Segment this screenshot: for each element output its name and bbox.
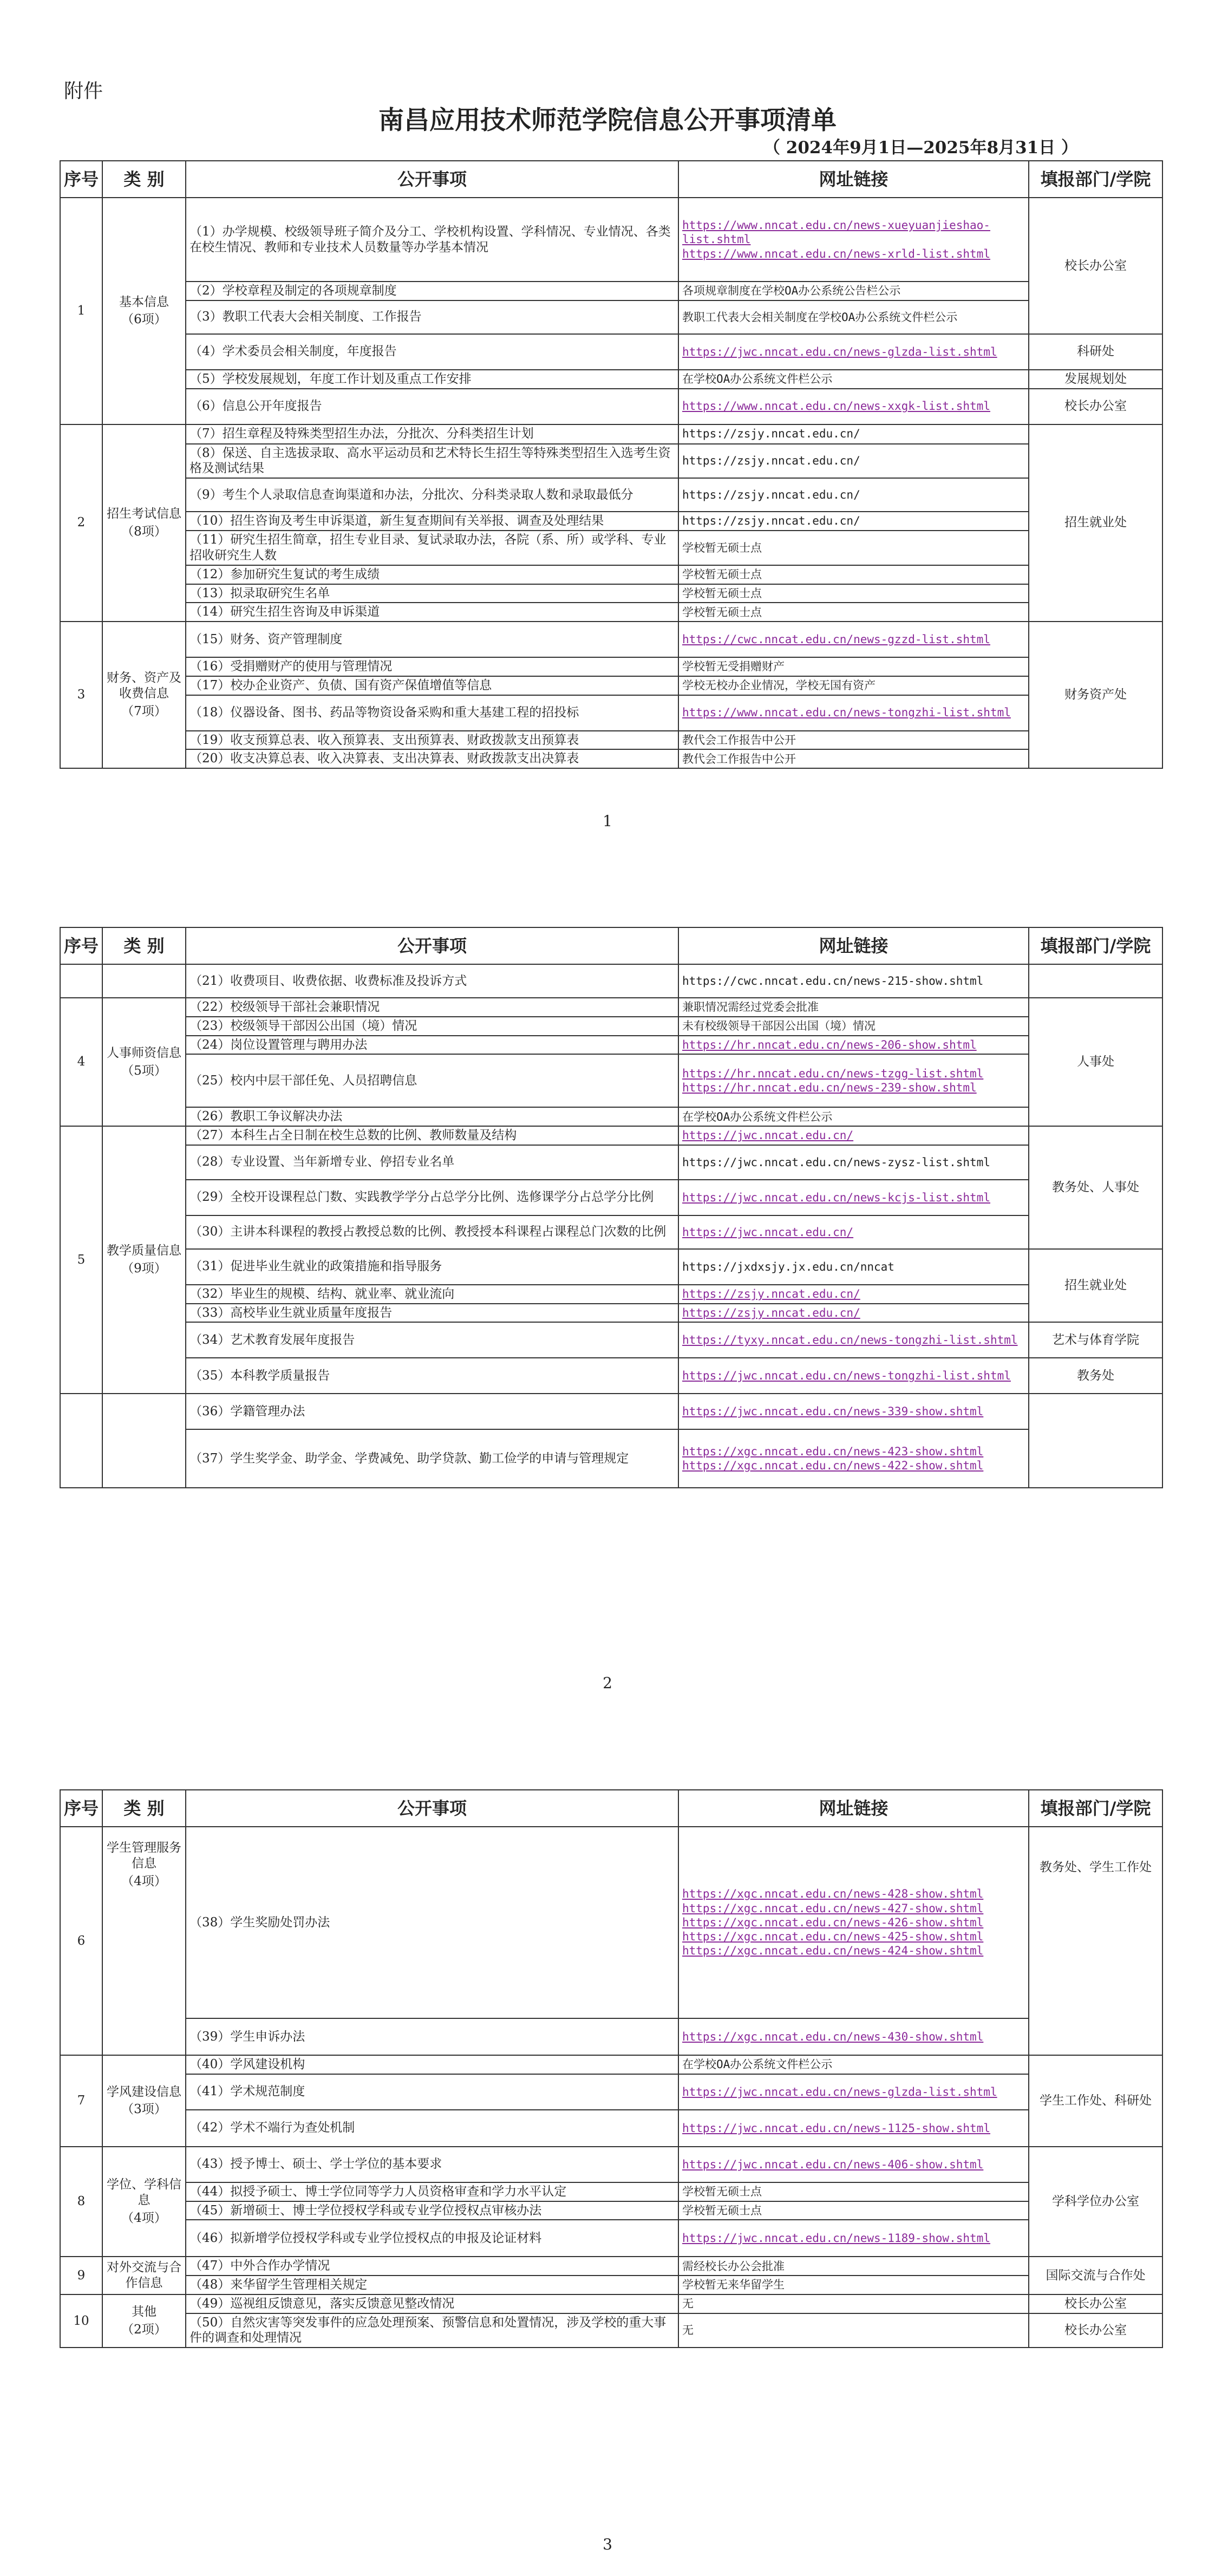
url-link[interactable]: https://jwc.nncat.edu.cn/ (682, 1225, 854, 1239)
header-item: 公开事项 (186, 1790, 678, 1827)
item-cell: （27）本科生占全日制在校生总数的比例、教师数量及结构 (186, 1126, 678, 1145)
item-cell: （2）学校章程及制定的各项规章制度 (186, 282, 678, 300)
item-cell: （16）受捐赠财产的使用与管理情况 (186, 657, 678, 676)
url-link[interactable]: https://hr.nncat.edu.cn/news-239-show.shtml (682, 1081, 977, 1095)
url-cell (678, 1054, 1029, 1107)
category-name: 学位、学科信息 (107, 2178, 181, 2208)
dept-cell: 校长办公室 (1029, 2294, 1162, 2313)
category-cell (102, 2147, 186, 2257)
item-cell: （32）毕业生的规模、结构、就业率、就业流向 (186, 1285, 678, 1304)
category-no: 2 (60, 424, 102, 622)
dept-cell: 招生就业处 (1029, 1249, 1162, 1323)
url-link[interactable]: https://xgc.nncat.edu.cn/news-430-show.shtml (682, 2030, 984, 2043)
url-cell (678, 695, 1029, 731)
url-text: https://zsjy.nncat.edu.cn/ (678, 478, 1029, 512)
category-count: （5项） (121, 1063, 167, 1078)
header-url: 网址链接 (678, 927, 1029, 964)
category-no: 3 (60, 622, 102, 768)
category-name: 招生考试信息 (107, 507, 181, 521)
category-count: （4项） (121, 1874, 167, 1888)
url-link[interactable]: https://jwc.nncat.edu.cn/news-glzda-list.shtml (682, 2085, 997, 2098)
item-cell: （7）招生章程及特殊类型招生办法，分批次、分科类招生计划 (186, 424, 678, 444)
category-name: 其他 (132, 2305, 156, 2319)
item-cell: （41）学术规范制度 (186, 2074, 678, 2110)
item-cell: （33）高校毕业生就业质量年度报告 (186, 1304, 678, 1323)
category-count: （4项） (121, 2211, 167, 2225)
header-category: 类 别 (102, 161, 186, 198)
item-cell: （5）学校发展规划，年度工作计划及重点工作安排 (186, 370, 678, 389)
url-text: 学校暂无硕士点 (678, 603, 1029, 622)
dept-cell: 学生工作处、科研处 (1029, 2055, 1162, 2147)
header-category: 类 别 (102, 927, 186, 964)
url-text: 教代会工作报告中公开 (678, 749, 1029, 768)
url-cell (678, 1827, 1029, 2018)
category-no: 7 (60, 2055, 102, 2147)
url-cell (678, 1285, 1029, 1304)
item-cell: （43）授予博士、硕士、学士学位的基本要求 (186, 2147, 678, 2182)
dept-cell: 人事处 (1029, 998, 1162, 1126)
item-cell: （24）岗位设置管理与聘用办法 (186, 1036, 678, 1055)
item-cell: （23）校级领导干部因公出国（境）情况 (186, 1017, 678, 1036)
category-count: （2项） (121, 2322, 167, 2337)
category-cell-empty (102, 1394, 186, 1488)
url-link[interactable]: https://jwc.nncat.edu.cn/news-1125-show.shtml (682, 2121, 990, 2135)
page-number: 2 (603, 1674, 612, 1692)
url-link[interactable]: https://jwc.nncat.edu.cn/news-glzda-list.shtml (682, 345, 997, 358)
item-cell: （49）巡视组反馈意见，落实反馈意见整改情况 (186, 2294, 678, 2313)
category-name: 对外交流与合作信息 (102, 2257, 186, 2294)
url-text: 学校暂无硕士点 (678, 565, 1029, 584)
dept-cell: 艺术与体育学院 (1029, 1322, 1162, 1358)
url-link[interactable]: https://xgc.nncat.edu.cn/news-424-show.shtml (682, 1944, 984, 1958)
category-no: 10 (60, 2294, 102, 2348)
category-no: 5 (60, 1126, 102, 1394)
url-link[interactable]: https://hr.nncat.edu.cn/news-tzgg-list.shtml (682, 1067, 984, 1080)
disclosure-table-page-3 (60, 1789, 1163, 2348)
url-cell (678, 1394, 1029, 1429)
item-cell: （34）艺术教育发展年度报告 (186, 1322, 678, 1358)
dept-cell: 发展规划处 (1029, 370, 1162, 389)
url-cell (678, 1322, 1029, 1358)
category-name: 财务、资产及收费信息 (107, 671, 181, 701)
url-cell (678, 1304, 1029, 1323)
category-cell (102, 998, 186, 1126)
url-link[interactable]: https://jwc.nncat.edu.cn/ (682, 1129, 854, 1142)
category-cell-empty (102, 964, 186, 998)
item-cell: （29）全校开设课程总门数、实践教学学分占总学分比例、选修课学分占总学分比例 (186, 1180, 678, 1215)
url-link[interactable]: https://jwc.nncat.edu.cn/news-kcjs-list.shtml (682, 1191, 990, 1204)
url-text: 学校暂无硕士点 (678, 584, 1029, 603)
item-cell: （40）学风建设机构 (186, 2055, 678, 2074)
header-item: 公开事项 (186, 161, 678, 198)
category-no: 1 (60, 198, 102, 424)
url-text: 各项规章制度在学校OA办公系统公告栏公示 (678, 282, 1029, 300)
item-cell: （3）教职工代表大会相关制度、工作报告 (186, 300, 678, 334)
category-count: （7项） (121, 704, 167, 718)
url-cell (678, 622, 1029, 657)
url-link[interactable]: https://tyxy.nncat.edu.cn/news-tongzhi-list.shtml (682, 1333, 1018, 1347)
dept-cell: 教务处、人事处 (1029, 1126, 1162, 1249)
category-cell (102, 1827, 186, 2055)
url-cell (678, 1215, 1029, 1249)
url-text: https://cwc.nncat.edu.cn/news-215-show.shtml (678, 964, 1029, 998)
category-cell (102, 2294, 186, 2348)
url-link[interactable]: https://jwc.nncat.edu.cn/news-339-show.shtml (682, 1405, 984, 1418)
url-cell (678, 1126, 1029, 1145)
url-cell (678, 2220, 1029, 2257)
dept-cell: 教务处 (1029, 1358, 1162, 1394)
url-text: 在学校OA办公系统文件栏公示 (678, 1107, 1029, 1126)
url-link[interactable]: https://jwc.nncat.edu.cn/news-406-show.shtml (682, 2157, 984, 2171)
item-cell: （9）考生个人录取信息查询渠道和办法，分批次、分科类录取人数和录取最低分 (186, 478, 678, 512)
dept-cell-empty (1029, 1394, 1162, 1488)
url-cell (678, 1036, 1029, 1055)
item-cell: （37）学生奖学金、助学金、学费减免、助学贷款、勤工俭学的申请与管理规定 (186, 1429, 678, 1488)
url-link[interactable]: https://www.nncat.edu.cn/news-tongzhi-list.shtml (682, 706, 1011, 720)
category-count: （8项） (121, 524, 167, 539)
url-text: 在学校OA办公系统文件栏公示 (678, 2055, 1029, 2074)
item-cell: （8）保送、自主选拔录取、高水平运动员和艺术特长生招生等特殊类型招生入选考生资格及测试结果 (186, 444, 678, 479)
item-cell: （12）参加研究生复试的考生成绩 (186, 565, 678, 584)
item-cell: （42）学术不端行为查处机制 (186, 2110, 678, 2147)
url-cell (678, 1429, 1029, 1488)
category-cell (102, 2055, 186, 2147)
category-name: 学风建设信息 (107, 2084, 181, 2099)
item-cell: （44）拟授予硕士、博士学位同等学力人员资格审查和学力水平认定 (186, 2182, 678, 2201)
url-text: https://zsjy.nncat.edu.cn/ (678, 424, 1029, 444)
item-cell: （15）财务、资产管理制度 (186, 622, 678, 657)
url-text: 学校无校办企业情况，学校无国有资产 (678, 676, 1029, 695)
url-link[interactable]: https://jwc.nncat.edu.cn/news-1189-show.shtml (682, 2232, 990, 2245)
url-cell (678, 2110, 1029, 2147)
url-link[interactable]: https://xgc.nncat.edu.cn/news-426-show.shtml https://xgc.nncat.edu.cn/news-425-show.shtml (682, 1915, 984, 1944)
url-cell (678, 2074, 1029, 2110)
item-cell: （25）校内中层干部任免、人员招聘信息 (186, 1054, 678, 1107)
item-cell: （30）主讲本科课程的教授占教授总数的比例、教授授本科课程占课程总门次数的比例 (186, 1215, 678, 1249)
url-link[interactable]: https://hr.nncat.edu.cn/news-206-show.shtml (682, 1038, 977, 1051)
item-cell: （22）校级领导干部社会兼职情况 (186, 998, 678, 1017)
url-text: 未有校级领导干部因公出国（境）情况 (678, 1017, 1029, 1036)
item-cell: （17）校办企业资产、负债、国有资产保值增值等信息 (186, 676, 678, 695)
category-cell (102, 1126, 186, 1394)
item-cell: （50）自然灾害等突发事件的应急处理预案、预警信息和处置情况，涉及学校的重大事件的调查和处理情况 (186, 2313, 678, 2348)
category-cell (102, 622, 186, 768)
url-link[interactable]: https://xgc.nncat.edu.cn/news-428-show.shtml https://xgc.nncat.edu.cn/news-427-show.shtml (682, 1887, 984, 1915)
url-cell (678, 334, 1029, 370)
item-cell: （48）来华留学生管理相关规定 (186, 2276, 678, 2294)
item-cell: （45）新增硕士、博士学位授权学科或专业学位授权点审核办法 (186, 2201, 678, 2220)
url-cell (678, 198, 1029, 282)
url-cell (678, 389, 1029, 424)
item-cell: （11）研究生招生简章，招生专业目录、复试录取办法，各院（系、所）或学科、专业招收研究生人数 (186, 531, 678, 565)
url-text: 在学校OA办公系统文件栏公示 (678, 370, 1029, 389)
header-url: 网址链接 (678, 161, 1029, 198)
page-title: 南昌应用技术师范学院信息公开事项清单 (378, 106, 837, 135)
url-text: 学校暂无来华留学生 (678, 2276, 1029, 2294)
url-text: 需经校长办公会批准 (678, 2257, 1029, 2276)
url-text: https://jxdxsjy.jx.edu.cn/nncat (678, 1249, 1029, 1285)
category-no: 6 (60, 1827, 102, 2055)
category-name: 学生管理服务信息 (107, 1841, 181, 1871)
url-link[interactable]: https://jwc.nncat.edu.cn/news-tongzhi-list.shtml (682, 1369, 1011, 1383)
url-link[interactable]: https://www.nncat.edu.cn/news-xxgk-list.shtml (682, 400, 990, 413)
item-cell: （14）研究生招生咨询及申诉渠道 (186, 603, 678, 622)
category-no-empty (60, 1394, 102, 1488)
item-cell: （1）办学规模、校级领导班子简介及分工、学校机构设置、学科情况、专业情况、各类在校生情况、教师和专业技术人员数量等办学基本情况 (186, 198, 678, 282)
dept-cell: 校长办公室 (1029, 198, 1162, 334)
category-no-empty (60, 964, 102, 998)
url-link[interactable]: https://xgc.nncat.edu.cn/news-423-show.shtml https://xgc.nncat.edu.cn/news-422-show.shtml (682, 1445, 984, 1473)
category-no: 8 (60, 2147, 102, 2257)
disclosure-table-page-2 (60, 927, 1163, 1488)
category-cell (102, 198, 186, 424)
url-cell (678, 1358, 1029, 1394)
header-no: 序号 (60, 927, 102, 964)
url-text: 无 (678, 2294, 1029, 2313)
category-count: （3项） (121, 2102, 167, 2117)
category-no: 9 (60, 2257, 102, 2294)
header-category: 类 别 (102, 1790, 186, 1827)
item-cell: （4）学术委员会相关制度，年度报告 (186, 334, 678, 370)
item-cell: （10）招生咨询及考生申诉渠道，新生复查期间有关举报、调查及处理结果 (186, 512, 678, 531)
item-cell: （35）本科教学质量报告 (186, 1358, 678, 1394)
page-number: 1 (603, 812, 612, 830)
dept-cell: 学科学位办公室 (1029, 2147, 1162, 2257)
url-text: 学校暂无硕士点 (678, 531, 1029, 565)
url-text: 教职工代表大会相关制度在学校OA办公系统文件栏公示 (678, 300, 1029, 334)
url-link[interactable]: https://zsjy.nncat.edu.cn/ (682, 1287, 860, 1300)
url-text: 学校暂无硕士点 (678, 2182, 1029, 2201)
item-cell: （18）仪器设备、图书、药品等物资设备采购和重大基建工程的招投标 (186, 695, 678, 731)
item-cell: （36）学籍管理办法 (186, 1394, 678, 1429)
item-cell: （6）信息公开年度报告 (186, 389, 678, 424)
dept-cell: 国际交流与合作处 (1029, 2257, 1162, 2294)
url-text: 无 (678, 2313, 1029, 2348)
category-name: 基本信息 (119, 295, 169, 309)
category-no: 4 (60, 998, 102, 1126)
item-cell: （46）拟新增学位授权学科或专业学位授权点的申报及论证材料 (186, 2220, 678, 2257)
dept-cell: 财务资产处 (1029, 622, 1162, 768)
header-no: 序号 (60, 1790, 102, 1827)
item-cell: （19）收支预算总表、收入预算表、支出预算表、财政拨款支出预算表 (186, 731, 678, 750)
url-text: 学校暂无硕士点 (678, 2201, 1029, 2220)
page-number: 3 (603, 2535, 612, 2553)
dept-cell: 招生就业处 (1029, 424, 1162, 622)
item-cell: （31）促进毕业生就业的政策措施和指导服务 (186, 1249, 678, 1285)
category-count: （9项） (121, 1261, 167, 1276)
url-text: https://zsjy.nncat.edu.cn/ (678, 512, 1029, 531)
dept-cell: 科研处 (1029, 334, 1162, 370)
category-count: （6项） (121, 312, 167, 327)
dept-cell-empty (1029, 964, 1162, 998)
url-text: 兼职情况需经过党委会批准 (678, 998, 1029, 1017)
dept-cell: 教务处、学生工作处 (1029, 1827, 1162, 2055)
dept-cell: 校长办公室 (1029, 389, 1162, 424)
header-dept: 填报部门/学院 (1029, 1790, 1162, 1827)
header-url: 网址链接 (678, 1790, 1029, 1827)
url-link[interactable]: https://www.nncat.edu.cn/news-xrld-list.shtml (682, 247, 990, 260)
item-cell: （26）教职工争议解决办法 (186, 1107, 678, 1126)
url-cell (678, 1180, 1029, 1215)
dept-cell: 校长办公室 (1029, 2313, 1162, 2348)
url-link[interactable]: https://www.nncat.edu.cn/news-xueyuanjieshao-list.shtml (682, 219, 990, 246)
url-text: https://zsjy.nncat.edu.cn/ (678, 444, 1029, 479)
category-name: 教学质量信息 (107, 1244, 181, 1258)
header-dept: 填报部门/学院 (1029, 161, 1162, 198)
item-cell: （39）学生申诉办法 (186, 2018, 678, 2055)
item-cell: （47）中外合作办学情况 (186, 2257, 678, 2276)
item-cell: （20）收支决算总表、收入决算表、支出决算表、财政拨款支出决算表 (186, 749, 678, 768)
url-link[interactable]: https://zsjy.nncat.edu.cn/ (682, 1306, 860, 1319)
category-cell (102, 424, 186, 622)
item-cell: （21）收费项目、收费依据、收费标准及投诉方式 (186, 964, 678, 998)
item-cell: （28）专业设置、当年新增专业、停招专业名单 (186, 1145, 678, 1180)
item-cell: （38）学生奖励处罚办法 (186, 1827, 678, 2018)
header-dept: 填报部门/学院 (1029, 927, 1162, 964)
item-cell: （13）拟录取研究生名单 (186, 584, 678, 603)
url-link[interactable]: https://cwc.nncat.edu.cn/news-gzzd-list.shtml (682, 632, 990, 646)
date-range: （ 2024年9月1日—2025年8月31日 ） (763, 138, 1078, 158)
header-no: 序号 (60, 161, 102, 198)
url-text: 学校暂无受捐赠财产 (678, 657, 1029, 676)
url-text: 教代会工作报告中公开 (678, 731, 1029, 750)
url-cell (678, 2147, 1029, 2182)
category-name: 人事师资信息 (107, 1045, 181, 1060)
url-text: https://jwc.nncat.edu.cn/news-zysz-list.shtml (678, 1145, 1029, 1180)
attachment-label: 附件 (64, 80, 103, 102)
header-item: 公开事项 (186, 927, 678, 964)
disclosure-table-page-1 (60, 160, 1163, 769)
url-cell (678, 2018, 1029, 2055)
